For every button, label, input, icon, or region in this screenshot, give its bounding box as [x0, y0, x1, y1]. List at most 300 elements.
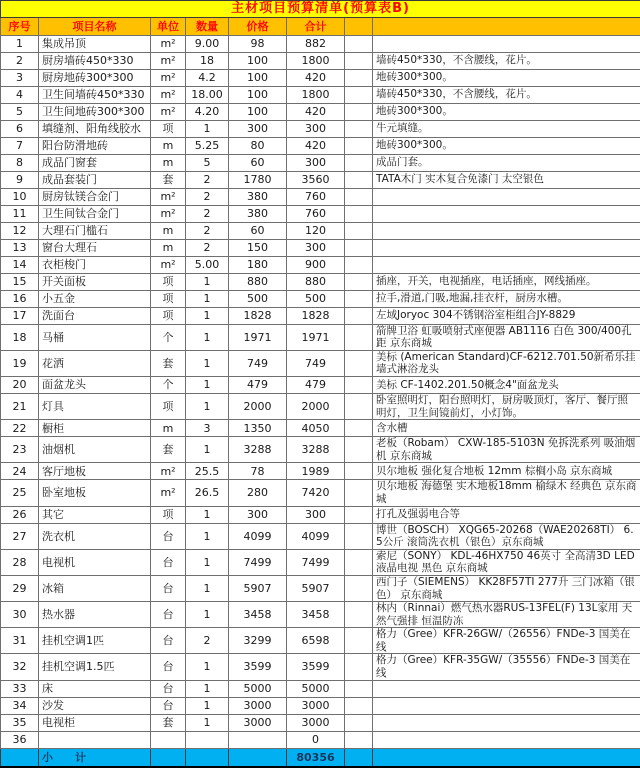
cell-total[interactable]: 3599 [287, 654, 345, 680]
cell-no[interactable]: 13 [1, 239, 39, 256]
header-quantity[interactable]: 数量 [186, 17, 229, 35]
cell-quantity[interactable]: 25.5 [186, 463, 229, 480]
cell-item-name[interactable]: 小五金 [39, 290, 151, 307]
cell-item-name[interactable]: 大理石门槛石 [39, 222, 151, 239]
cell-price[interactable]: 3288 [229, 437, 287, 463]
cell-total[interactable]: 3288 [287, 437, 345, 463]
cell-quantity[interactable]: 1 [186, 290, 229, 307]
cell-remark[interactable]: 左域Joryoc 304不锈钢浴室柜组合JY-8829 [373, 307, 640, 324]
cell-item-name[interactable]: 洗面台 [39, 307, 151, 324]
cell-quantity[interactable]: 1 [186, 324, 229, 350]
cell-price[interactable]: 380 [229, 188, 287, 205]
cell-blank[interactable] [345, 307, 373, 324]
cell-quantity[interactable]: 1 [186, 549, 229, 575]
cell-unit[interactable]: m² [151, 35, 186, 52]
cell-unit[interactable]: 项 [151, 273, 186, 290]
subtotal-blank-qty[interactable] [186, 748, 229, 767]
cell-item-name[interactable]: 电视机 [39, 549, 151, 575]
cell-quantity[interactable]: 2 [186, 188, 229, 205]
cell-item-name[interactable]: 卫生间墙砖450*330 [39, 86, 151, 103]
cell-blank[interactable] [345, 324, 373, 350]
cell-price[interactable]: 80 [229, 137, 287, 154]
cell-remark[interactable] [373, 205, 640, 222]
cell-quantity[interactable]: 1 [186, 523, 229, 549]
cell-blank[interactable] [345, 171, 373, 188]
cell-quantity[interactable]: 5.00 [186, 256, 229, 273]
cell-no[interactable]: 15 [1, 273, 39, 290]
cell-no[interactable]: 5 [1, 103, 39, 120]
cell-blank[interactable] [345, 35, 373, 52]
cell-price[interactable]: 5907 [229, 575, 287, 601]
cell-total[interactable]: 420 [287, 137, 345, 154]
cell-price[interactable]: 7499 [229, 549, 287, 575]
cell-price[interactable]: 3000 [229, 697, 287, 714]
cell-price[interactable]: 500 [229, 290, 287, 307]
cell-total[interactable]: 900 [287, 256, 345, 273]
cell-blank[interactable] [345, 714, 373, 731]
cell-remark[interactable]: 插座，开关，电视插座，电话插座，网线插座。 [373, 273, 640, 290]
cell-remark[interactable]: 墙砖450*330，不含腰线，花片。 [373, 86, 640, 103]
subtotal-blank-3[interactable] [345, 748, 373, 767]
cell-total[interactable]: 3000 [287, 697, 345, 714]
cell-unit[interactable]: m [151, 154, 186, 171]
cell-remark[interactable] [373, 35, 640, 52]
cell-unit[interactable]: m² [151, 480, 186, 506]
cell-item-name[interactable]: 灯具 [39, 393, 151, 419]
cell-quantity[interactable]: 1 [186, 393, 229, 419]
cell-price[interactable]: 300 [229, 506, 287, 523]
cell-unit[interactable]: 个 [151, 376, 186, 393]
cell-total[interactable]: 749 [287, 350, 345, 376]
cell-remark[interactable]: 贝尔地板 强化复合地板 12mm 棕榈小岛 京东商城 [373, 463, 640, 480]
cell-no[interactable]: 10 [1, 188, 39, 205]
cell-total[interactable]: 7499 [287, 549, 345, 575]
cell-total[interactable]: 760 [287, 188, 345, 205]
cell-remark[interactable]: 墙砖450*330，不含腰线，花片。 [373, 52, 640, 69]
cell-blank[interactable] [345, 680, 373, 697]
header-blank-1[interactable] [345, 17, 373, 35]
cell-blank[interactable] [345, 239, 373, 256]
cell-price[interactable]: 150 [229, 239, 287, 256]
cell-quantity[interactable]: 1 [186, 575, 229, 601]
cell-remark[interactable] [373, 680, 640, 697]
cell-total[interactable]: 3458 [287, 602, 345, 628]
cell-blank[interactable] [345, 205, 373, 222]
cell-item-name[interactable]: 窗台大理石 [39, 239, 151, 256]
cell-unit[interactable] [151, 731, 186, 748]
cell-price[interactable]: 3000 [229, 714, 287, 731]
cell-item-name[interactable]: 马桶 [39, 324, 151, 350]
cell-remark[interactable]: 含水槽 [373, 420, 640, 437]
cell-blank[interactable] [345, 523, 373, 549]
cell-unit[interactable]: m [151, 239, 186, 256]
cell-total[interactable]: 7420 [287, 480, 345, 506]
cell-quantity[interactable]: 2 [186, 239, 229, 256]
cell-quantity[interactable]: 1 [186, 714, 229, 731]
subtotal-label[interactable]: 小 计 [39, 748, 151, 767]
cell-remark[interactable] [373, 256, 640, 273]
cell-unit[interactable]: m² [151, 256, 186, 273]
cell-price[interactable]: 5000 [229, 680, 287, 697]
cell-no[interactable]: 7 [1, 137, 39, 154]
cell-quantity[interactable]: 1 [186, 120, 229, 137]
cell-no[interactable]: 1 [1, 35, 39, 52]
cell-unit[interactable]: 项 [151, 120, 186, 137]
cell-remark[interactable]: 箭牌卫浴 虹吸喷射式座便器 AB1116 白色 300/400孔距 京东商城 [373, 324, 640, 350]
cell-item-name[interactable]: 橱柜 [39, 420, 151, 437]
cell-unit[interactable]: 项 [151, 393, 186, 419]
cell-item-name[interactable]: 沙发 [39, 697, 151, 714]
cell-unit[interactable]: m² [151, 52, 186, 69]
cell-quantity[interactable]: 2 [186, 628, 229, 654]
cell-blank[interactable] [345, 376, 373, 393]
cell-remark[interactable]: 美标 (American Standard)CF-6212.701.50新希乐挂墙式淋浴龙头 [373, 350, 640, 376]
cell-no[interactable]: 23 [1, 437, 39, 463]
cell-item-name[interactable]: 集成吊顶 [39, 35, 151, 52]
cell-remark[interactable] [373, 714, 640, 731]
cell-unit[interactable]: 套 [151, 171, 186, 188]
header-no[interactable]: 序号 [1, 17, 39, 35]
cell-no[interactable]: 22 [1, 420, 39, 437]
cell-item-name[interactable]: 客厅地板 [39, 463, 151, 480]
cell-price[interactable]: 300 [229, 120, 287, 137]
cell-total[interactable]: 3000 [287, 714, 345, 731]
cell-price[interactable]: 1971 [229, 324, 287, 350]
cell-total[interactable]: 1800 [287, 52, 345, 69]
cell-total[interactable]: 500 [287, 290, 345, 307]
cell-blank[interactable] [345, 137, 373, 154]
cell-blank[interactable] [345, 69, 373, 86]
cell-price[interactable]: 100 [229, 86, 287, 103]
cell-item-name[interactable]: 油烟机 [39, 437, 151, 463]
cell-blank[interactable] [345, 188, 373, 205]
cell-quantity[interactable]: 3 [186, 420, 229, 437]
cell-remark[interactable]: 博世（BOSCH） XQG65-20268（WAE20268TI） 6.5公斤 滚筒洗衣机（银色）京东商城 [373, 523, 640, 549]
cell-item-name[interactable] [39, 731, 151, 748]
cell-no[interactable]: 4 [1, 86, 39, 103]
cell-unit[interactable]: m² [151, 69, 186, 86]
cell-total[interactable]: 4099 [287, 523, 345, 549]
cell-quantity[interactable]: 1 [186, 437, 229, 463]
cell-item-name[interactable]: 卫生间地砖300*300 [39, 103, 151, 120]
cell-total[interactable]: 420 [287, 69, 345, 86]
cell-remark[interactable] [373, 697, 640, 714]
cell-total[interactable]: 882 [287, 35, 345, 52]
cell-item-name[interactable]: 挂机空调1.5匹 [39, 654, 151, 680]
cell-quantity[interactable]: 5.25 [186, 137, 229, 154]
cell-remark[interactable]: 打孔及强弱电合等 [373, 506, 640, 523]
cell-total[interactable]: 300 [287, 239, 345, 256]
cell-no[interactable]: 3 [1, 69, 39, 86]
header-price[interactable]: 价格 [229, 17, 287, 35]
cell-quantity[interactable]: 18.00 [186, 86, 229, 103]
cell-price[interactable]: 100 [229, 52, 287, 69]
cell-price[interactable]: 60 [229, 222, 287, 239]
cell-remark[interactable]: 拉手,滑道,门吸,地漏,挂衣杆，厨房水槽。 [373, 290, 640, 307]
cell-quantity[interactable]: 26.5 [186, 480, 229, 506]
cell-unit[interactable]: m² [151, 463, 186, 480]
cell-quantity[interactable]: 1 [186, 506, 229, 523]
cell-quantity[interactable]: 1 [186, 273, 229, 290]
cell-no[interactable]: 24 [1, 463, 39, 480]
cell-quantity[interactable]: 9.00 [186, 35, 229, 52]
page-title[interactable]: 主材项目预算清单(预算表B) [1, 1, 640, 18]
cell-blank[interactable] [345, 480, 373, 506]
cell-unit[interactable]: 台 [151, 575, 186, 601]
cell-blank[interactable] [345, 575, 373, 601]
cell-blank[interactable] [345, 506, 373, 523]
cell-blank[interactable] [345, 463, 373, 480]
cell-item-name[interactable]: 其它 [39, 506, 151, 523]
cell-blank[interactable] [345, 437, 373, 463]
cell-remark[interactable]: 老板（Robam） CXW-185-5103N 免拆洗系列 吸油烟机 京东商城 [373, 437, 640, 463]
cell-quantity[interactable]: 4.2 [186, 69, 229, 86]
cell-no[interactable]: 35 [1, 714, 39, 731]
cell-quantity[interactable]: 1 [186, 307, 229, 324]
cell-item-name[interactable]: 热水器 [39, 602, 151, 628]
cell-total[interactable]: 5907 [287, 575, 345, 601]
cell-blank[interactable] [345, 628, 373, 654]
cell-item-name[interactable]: 电视柜 [39, 714, 151, 731]
cell-remark[interactable]: 格力（Gree）KFR-35GW/（35556）FNDe-3 国美在线 [373, 654, 640, 680]
cell-price[interactable] [229, 731, 287, 748]
cell-no[interactable]: 19 [1, 350, 39, 376]
cell-blank[interactable] [345, 731, 373, 748]
cell-quantity[interactable]: 4.20 [186, 103, 229, 120]
cell-total[interactable]: 1800 [287, 86, 345, 103]
cell-item-name[interactable]: 衣柜梭门 [39, 256, 151, 273]
cell-remark[interactable]: 林内（Rinnai）燃气热水器RUS-13FEL(F) 13L家用 天然气强排 恒温防冻 [373, 602, 640, 628]
cell-total[interactable]: 880 [287, 273, 345, 290]
cell-item-name[interactable]: 床 [39, 680, 151, 697]
cell-price[interactable]: 60 [229, 154, 287, 171]
cell-price[interactable]: 2000 [229, 393, 287, 419]
header-item-name[interactable]: 项目名称 [39, 17, 151, 35]
cell-item-name[interactable]: 厨房钛镁合金门 [39, 188, 151, 205]
cell-remark[interactable]: 贝尔地板 海德堡 实木地板18mm 榆绿木 经典色 京东商城 [373, 480, 640, 506]
cell-price[interactable]: 3458 [229, 602, 287, 628]
cell-no[interactable]: 28 [1, 549, 39, 575]
cell-item-name[interactable]: 厨房墙砖450*330 [39, 52, 151, 69]
cell-item-name[interactable]: 阳台防滑地砖 [39, 137, 151, 154]
cell-unit[interactable]: 台 [151, 628, 186, 654]
cell-remark[interactable] [373, 188, 640, 205]
cell-price[interactable]: 78 [229, 463, 287, 480]
cell-remark[interactable]: 索尼（SONY） KDL-46HX750 46英寸 全高清3D LED液晶电视 黑色 京东商城 [373, 549, 640, 575]
cell-blank[interactable] [345, 86, 373, 103]
cell-total[interactable]: 4050 [287, 420, 345, 437]
cell-blank[interactable] [345, 273, 373, 290]
cell-no[interactable]: 26 [1, 506, 39, 523]
subtotal-total-value[interactable]: 80356 [287, 748, 345, 767]
cell-unit[interactable]: m [151, 137, 186, 154]
cell-price[interactable]: 100 [229, 69, 287, 86]
cell-quantity[interactable]: 1 [186, 680, 229, 697]
cell-unit[interactable]: m² [151, 205, 186, 222]
cell-total[interactable]: 1989 [287, 463, 345, 480]
cell-unit[interactable]: m² [151, 103, 186, 120]
cell-no[interactable]: 33 [1, 680, 39, 697]
cell-price[interactable]: 1350 [229, 420, 287, 437]
cell-blank[interactable] [345, 154, 373, 171]
cell-price[interactable]: 3299 [229, 628, 287, 654]
cell-item-name[interactable]: 冰箱 [39, 575, 151, 601]
cell-quantity[interactable] [186, 731, 229, 748]
cell-no[interactable]: 17 [1, 307, 39, 324]
cell-total[interactable]: 300 [287, 120, 345, 137]
cell-item-name[interactable]: 开关面板 [39, 273, 151, 290]
cell-unit[interactable]: 套 [151, 350, 186, 376]
cell-unit[interactable]: m [151, 222, 186, 239]
cell-no[interactable]: 25 [1, 480, 39, 506]
cell-item-name[interactable]: 厨房地砖300*300 [39, 69, 151, 86]
cell-no[interactable]: 8 [1, 154, 39, 171]
cell-total[interactable]: 300 [287, 506, 345, 523]
cell-total[interactable]: 2000 [287, 393, 345, 419]
cell-no[interactable]: 12 [1, 222, 39, 239]
cell-item-name[interactable]: 成品门窗套 [39, 154, 151, 171]
cell-unit[interactable]: 台 [151, 680, 186, 697]
cell-remark[interactable] [373, 222, 640, 239]
cell-no[interactable]: 14 [1, 256, 39, 273]
cell-remark[interactable]: 地砖300*300。 [373, 137, 640, 154]
cell-remark[interactable]: 美标 CF-1402.201.50概念4"面盆龙头 [373, 376, 640, 393]
cell-quantity[interactable]: 1 [186, 602, 229, 628]
cell-no[interactable]: 6 [1, 120, 39, 137]
cell-quantity[interactable]: 18 [186, 52, 229, 69]
cell-unit[interactable]: 套 [151, 714, 186, 731]
cell-remark[interactable]: 牛元填缝。 [373, 120, 640, 137]
cell-no[interactable]: 29 [1, 575, 39, 601]
header-total[interactable]: 合计 [287, 17, 345, 35]
cell-unit[interactable]: m [151, 420, 186, 437]
cell-remark[interactable]: 地砖300*300。 [373, 69, 640, 86]
cell-no[interactable]: 31 [1, 628, 39, 654]
cell-remark[interactable]: 西门子（SIEMENS） KK28F57TI 277升 三门冰箱（银色） 京东商城 [373, 575, 640, 601]
subtotal-blank-unit[interactable] [151, 748, 186, 767]
cell-unit[interactable]: 项 [151, 506, 186, 523]
subtotal-blank-4[interactable] [373, 748, 640, 767]
cell-blank[interactable] [345, 602, 373, 628]
cell-total[interactable]: 760 [287, 205, 345, 222]
cell-blank[interactable] [345, 290, 373, 307]
cell-no[interactable]: 30 [1, 602, 39, 628]
cell-no[interactable]: 36 [1, 731, 39, 748]
cell-unit[interactable]: 项 [151, 290, 186, 307]
cell-total[interactable]: 0 [287, 731, 345, 748]
cell-unit[interactable]: 个 [151, 324, 186, 350]
cell-unit[interactable]: m² [151, 188, 186, 205]
cell-item-name[interactable]: 卧室地板 [39, 480, 151, 506]
cell-item-name[interactable]: 洗衣机 [39, 523, 151, 549]
cell-blank[interactable] [345, 256, 373, 273]
cell-remark[interactable]: 地砖300*300。 [373, 103, 640, 120]
cell-remark[interactable]: TATA木门 实木复合免漆门 太空银色 [373, 171, 640, 188]
cell-blank[interactable] [345, 697, 373, 714]
cell-quantity[interactable]: 2 [186, 171, 229, 188]
cell-price[interactable]: 479 [229, 376, 287, 393]
cell-total[interactable]: 3560 [287, 171, 345, 188]
cell-remark[interactable] [373, 239, 640, 256]
cell-blank[interactable] [345, 420, 373, 437]
cell-price[interactable]: 380 [229, 205, 287, 222]
cell-unit[interactable]: 台 [151, 654, 186, 680]
cell-total[interactable]: 300 [287, 154, 345, 171]
cell-blank[interactable] [345, 393, 373, 419]
cell-blank[interactable] [345, 350, 373, 376]
cell-no[interactable]: 27 [1, 523, 39, 549]
cell-price[interactable]: 100 [229, 103, 287, 120]
cell-unit[interactable]: 台 [151, 697, 186, 714]
cell-price[interactable]: 280 [229, 480, 287, 506]
cell-blank[interactable] [345, 549, 373, 575]
cell-unit[interactable]: 台 [151, 549, 186, 575]
cell-no[interactable]: 2 [1, 52, 39, 69]
cell-unit[interactable]: 台 [151, 602, 186, 628]
cell-blank[interactable] [345, 222, 373, 239]
cell-price[interactable]: 880 [229, 273, 287, 290]
cell-remark[interactable]: 格力（Gree）KFR-26GW/（26556）FNDe-3 国美在线 [373, 628, 640, 654]
cell-remark[interactable] [373, 731, 640, 748]
cell-quantity[interactable]: 1 [186, 350, 229, 376]
cell-price[interactable]: 3599 [229, 654, 287, 680]
header-blank-2[interactable] [373, 17, 640, 35]
cell-blank[interactable] [345, 103, 373, 120]
cell-price[interactable]: 98 [229, 35, 287, 52]
cell-blank[interactable] [345, 654, 373, 680]
cell-no[interactable]: 21 [1, 393, 39, 419]
cell-no[interactable]: 9 [1, 171, 39, 188]
cell-item-name[interactable]: 花洒 [39, 350, 151, 376]
subtotal-blank-price[interactable] [229, 748, 287, 767]
cell-total[interactable]: 6598 [287, 628, 345, 654]
cell-total[interactable]: 5000 [287, 680, 345, 697]
cell-quantity[interactable]: 1 [186, 654, 229, 680]
cell-no[interactable]: 16 [1, 290, 39, 307]
cell-unit[interactable]: 台 [151, 523, 186, 549]
cell-no[interactable]: 32 [1, 654, 39, 680]
cell-price[interactable]: 749 [229, 350, 287, 376]
cell-blank[interactable] [345, 52, 373, 69]
cell-quantity[interactable]: 5 [186, 154, 229, 171]
subtotal-blank-no[interactable] [1, 748, 39, 767]
cell-item-name[interactable]: 填缝剂、阳角线胶水 [39, 120, 151, 137]
cell-item-name[interactable]: 挂机空调1匹 [39, 628, 151, 654]
header-unit[interactable]: 单位 [151, 17, 186, 35]
cell-price[interactable]: 4099 [229, 523, 287, 549]
cell-price[interactable]: 180 [229, 256, 287, 273]
cell-quantity[interactable]: 2 [186, 222, 229, 239]
cell-no[interactable]: 18 [1, 324, 39, 350]
cell-price[interactable]: 1780 [229, 171, 287, 188]
cell-item-name[interactable]: 成品套装门 [39, 171, 151, 188]
cell-no[interactable]: 20 [1, 376, 39, 393]
cell-unit[interactable]: m² [151, 86, 186, 103]
cell-no[interactable]: 34 [1, 697, 39, 714]
cell-blank[interactable] [345, 120, 373, 137]
cell-quantity[interactable]: 2 [186, 205, 229, 222]
cell-quantity[interactable]: 1 [186, 697, 229, 714]
cell-item-name[interactable]: 面盆龙头 [39, 376, 151, 393]
cell-unit[interactable]: 项 [151, 307, 186, 324]
cell-total[interactable]: 1971 [287, 324, 345, 350]
cell-quantity[interactable]: 1 [186, 376, 229, 393]
cell-price[interactable]: 1828 [229, 307, 287, 324]
cell-no[interactable]: 11 [1, 205, 39, 222]
cell-total[interactable]: 420 [287, 103, 345, 120]
cell-remark[interactable]: 卧室照明灯，阳台照明灯，厨房吸顶灯，客厅、餐厅照明灯，卫生间镜前灯，小灯饰。 [373, 393, 640, 419]
cell-total[interactable]: 120 [287, 222, 345, 239]
